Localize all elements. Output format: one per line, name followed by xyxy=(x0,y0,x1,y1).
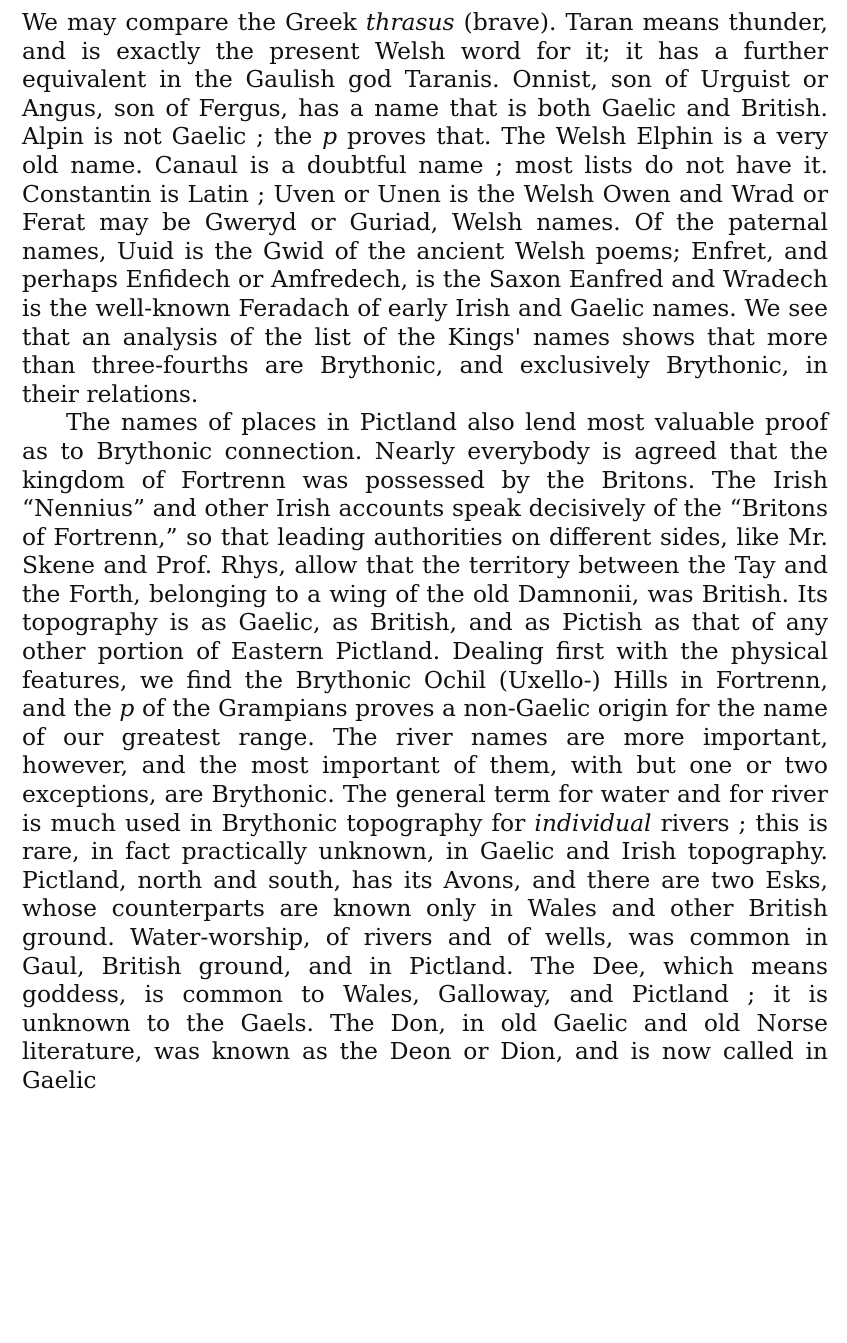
italic-word-individual: individual xyxy=(534,808,652,837)
text-segment: of the Grampians proves a non-Gaelic origin for the name of our greatest range. The river names are more important, however, and the most important of them, with but one or two exceptions, are Brythonic. The general term for water and for river is much used in Brythonic topography for xyxy=(22,694,828,837)
italic-letter-p: p xyxy=(322,122,338,151)
text-segment: The names of places in Pictland also lend most valuable proof as to Brythonic connection. Nearly everybody is agreed that the kingdom of Fortrenn was possessed by the Britons. The Irish “Nennius” and other Irish accounts speak decisively of the “Britons of Fortrenn,” so that leading authorities on different sides, like Mr. Skene and Prof. Rhys, allow that the territory between the Tay and the Forth, belonging to a wing of the old Damnonii, was British. Its topography is as Gaelic, as British, and as Pictish as that of any other portion of Eastern Pictland. Dealing first with the physical features, we find the Brythonic Ochil (Uxello-) Hills in Fortrenn, and the xyxy=(22,408,828,723)
italic-letter-p: p xyxy=(119,694,135,723)
paragraph-1 xyxy=(22,8,828,408)
italic-word-thrasus: thrasus xyxy=(365,8,455,36)
document-page xyxy=(22,8,828,1095)
text-segment: rivers ; this is rare, in fact practically unknown, in Gaelic and Irish topography. Pictland, north and south, has its Avons, and there are two Esks, whose counterparts are known only in Wales and other British ground. Water-worship, of rivers and of wells, was common in Gaul, British ground, and in Pictland. The Dee, which means goddess, is common to Wales, Galloway, and Pictland ; it is unknown to the Gaels. The Don, in old Gaelic and old Norse literature, was known as the Deon or Dion, and is now called in Gaelic xyxy=(22,808,828,1094)
text-segment: We may compare the Greek xyxy=(22,8,366,36)
paragraph-2 xyxy=(22,408,828,1094)
text-segment: proves that. The Welsh Elphin is a very old name. Canaul is a doubtful name ; most lists do not have it. Constantin is Latin ; Uven or Unen is the Welsh Owen and Wrad or Ferat may be Gweryd or Guriad, Welsh names. Of the paternal names, Uuid is the Gwid of the ancient Welsh poems; Enfret, and perhaps Enfidech or Amfredech, is the Saxon Eanfred and Wradech is the well-known Feradach of early Irish and Gaelic names. We see that an analysis of the list of the Kings' names shows that more than three-fourths are Brythonic, and exclusively Brythonic, in their relations. xyxy=(22,122,828,408)
text-segment: (brave). Taran means thunder, and is exactly the present Welsh word for it; it has a further equivalent in the Gaulish god Taranis. Onnist, son of Urguist or Angus, son of Fergus, has a name that is both Gaelic and British. Alpin is not Gaelic ; the xyxy=(22,8,828,151)
